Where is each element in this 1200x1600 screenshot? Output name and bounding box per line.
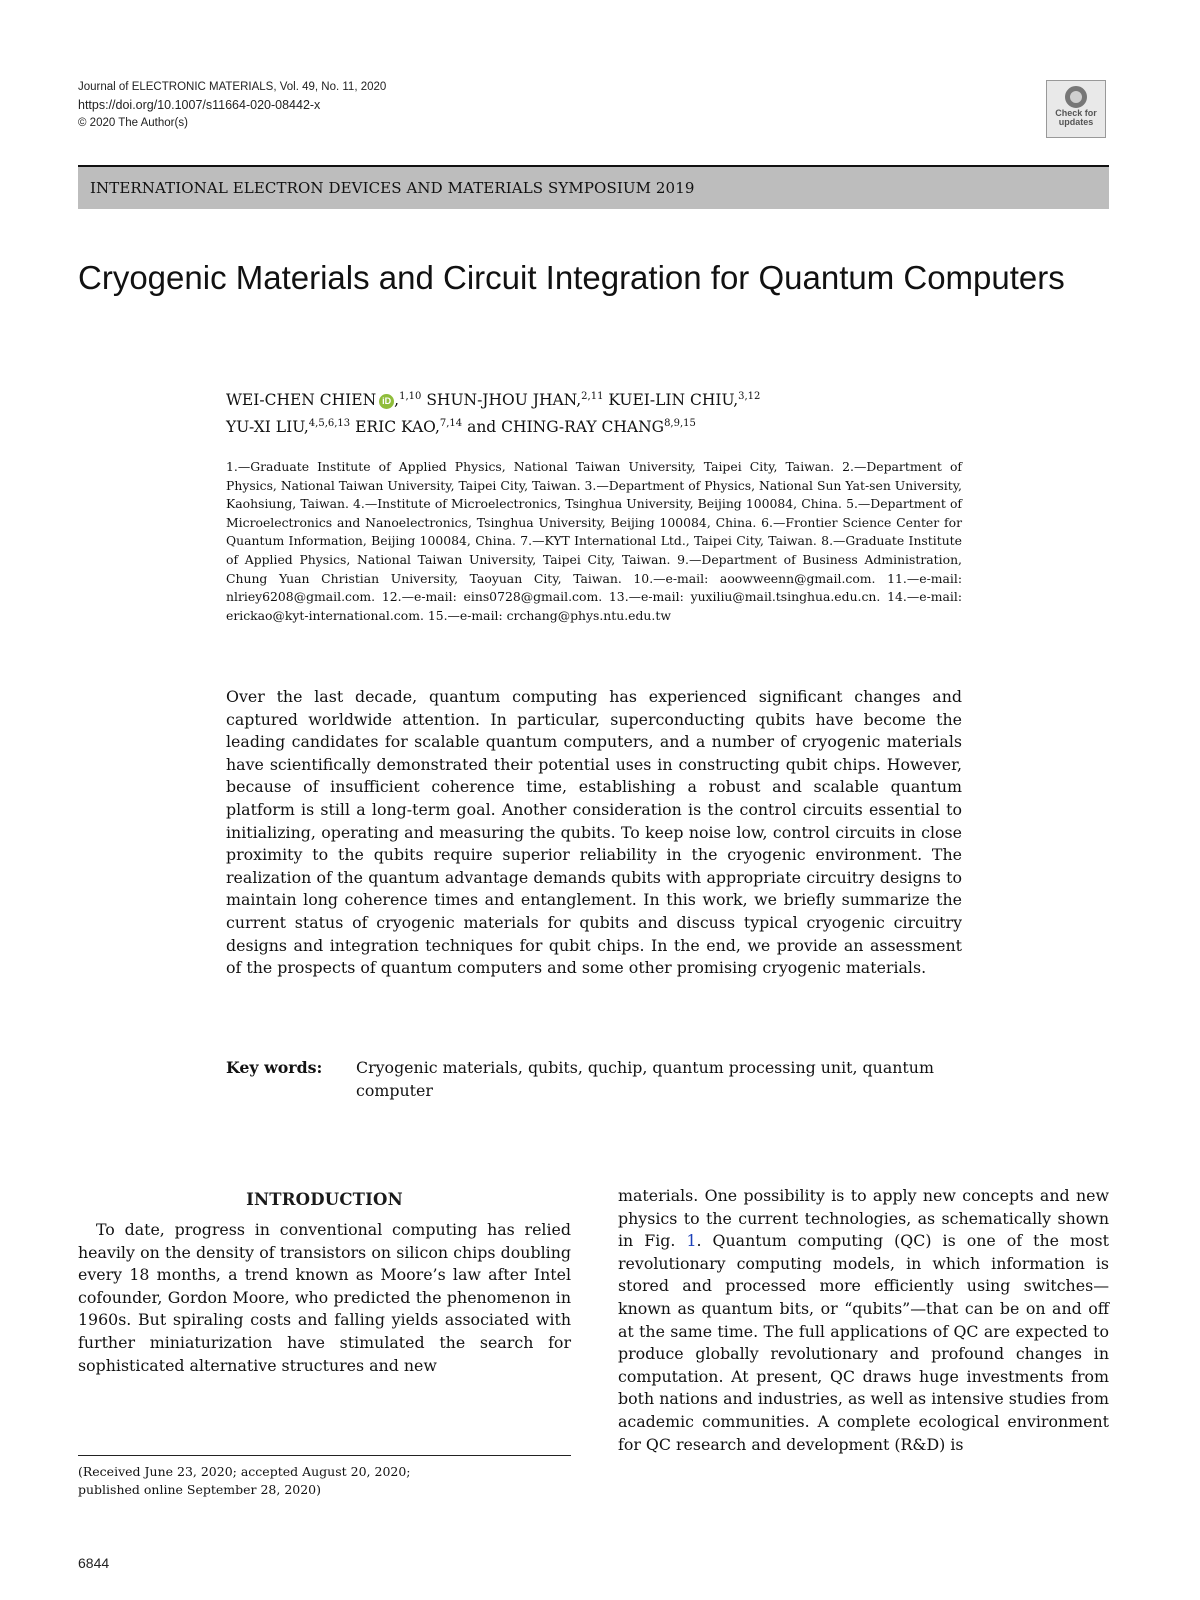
right-column	[618, 1185, 1109, 1456]
journal-header	[78, 78, 386, 132]
abstract: Over the last decade, quantum computing has experienced significant changes and captured worldwide attention. In particular, superconducting qubits have become the leading candidates for scalable quantum computers, and a number of cryogenic materials have scientifically demonstrated their potential uses in constructing qubit chips. However, because of insufficient coherence time, establishing a robust and scalable quantum platform is still a long-term goal. Another consideration is the control circuits essential to initializing, operating and measuring the qubits. To keep noise low, control circuits in close proximity to the qubits require superior reliability in the cryogenic environment. The realization of the quantum advantage demands qubits with appropriate circuitry designs to maintain long coherence times and entanglement. In this work, we briefly summarize the current status of cryogenic materials for qubits and discuss typical cryogenic circuitry designs and integration techniques for qubit chips. In the end, we provide an assessment of the prospects of quantum computers and some other promising cryogenic materials.	[226, 687, 962, 978]
author-affiliation-ref: 8,9,15	[664, 418, 696, 430]
author-name: KUEI-LIN CHIU	[608, 391, 734, 410]
author-affiliation-ref: 3,12	[738, 391, 761, 402]
authors-conjunction: and	[467, 418, 497, 437]
author-name: YU-XI LIU	[226, 418, 304, 437]
author-affiliation-ref: 7,14	[439, 418, 463, 430]
footnote-line: published online September 28, 2020)	[78, 1482, 322, 1497]
author-name: SHUN-JHOU JHAN	[426, 391, 577, 410]
author-name: CHING-RAY CHANG	[501, 418, 665, 437]
introduction-heading: INTRODUCTION	[246, 1190, 403, 1209]
symposium-banner: INTERNATIONAL ELECTRON DEVICES AND MATERIALS SYMPOSIUM 2019	[78, 167, 1109, 209]
left-column	[78, 1190, 571, 1377]
check-updates-label: Check for updates	[1055, 108, 1097, 127]
orcid-icon[interactable]: iD	[379, 394, 394, 409]
intro-paragraph-left: To date, progress in conventional computing has relied heavily on the density of transistors on silicon chips doubling every 18 months, a trend known as Moore’s law after Intel cofounder, Gordon Moore, who predicted the phenomenon in 1960s. But spiraling costs and falling yields associated with further miniaturization have stimulated the search for sophisticated alternative structures and new	[78, 1220, 571, 1375]
author-affiliation-ref: 2,11	[581, 391, 604, 402]
check-updates-icon	[1065, 86, 1087, 108]
author-list: WEI-CHEN CHIEN iD ,$^{1,10}$ SHUN-JHOU JHAN,$^{2,11}$ KUEI-LIN CHIU,$^{3,12}$ YU-XI LIU,$^{4,5,6,13}$ ERIC KAO,$^{7,14}$ and CHING-RAY CHANG$^{8,9,15}$	[226, 391, 761, 437]
copyright-notice: © 2020 The Author(s)	[78, 117, 188, 129]
author-name: ERIC KAO	[355, 418, 435, 437]
intro-text-before-ref: materials. One possibility is to apply new concepts and new physics to the current technologies, as schematically shown in Fig.	[618, 1186, 1109, 1251]
author-affiliation-ref: 4,5,6,13	[308, 418, 351, 430]
article-title: Cryogenic Materials and Circuit Integration for Quantum Computers	[78, 259, 1065, 296]
author-affiliation-ref: 1,10	[399, 391, 422, 402]
keywords-text: Cryogenic materials, qubits, quchip, quantum processing unit, quantum computer	[356, 1058, 934, 1100]
footnote-rule	[78, 1455, 571, 1456]
keywords-block	[226, 1057, 962, 1102]
keywords-label: Key words:	[226, 1058, 323, 1077]
intro-text-after-ref: . Quantum computing (QC) is one of the most revolutionary computing models, in which information is stored and processed more efficiently using switches—known as quantum bits, or “qubits”—that can be on and off at the same time. The full applications of QC are expected to produce globally revolutionary and profound changes in computation. At present, QC draws huge investments from both nations and industries, as well as intensive studies from academic communities. A complete ecological environment for QC research and development (R&D) is	[618, 1231, 1109, 1454]
affiliations-block: 1.—Graduate Institute of Applied Physics, National Taiwan University, Taipei City, Taiwan. 2.—Department of Physics, National Taiwan University, Taipei City, Taiwan. 3.—Department of Physics, National Sun Yat-sen University, Kaohsiung, Taiwan. 4.—Institute of Microelectronics, Tsinghua University, Beijing 100084, China. 5.—Department of Microelectronics and Nanoelectronics, Tsinghua University, Beijing 100084, China. 6.—Frontier Science Center for Quantum Information, Beijing 100084, China. 7.—KYT International Ltd., Taipei City, Taiwan. 8.—Graduate Institute of Applied Physics, National Taiwan University, Taipei City, Taiwan. 9.—Department of Business Administration, Chung Yuan Christian University, Taoyuan City, Taiwan. 10.—e-mail: aoowweenn@gmail.com. 11.—e-mail: nlriey6208@gmail.com. 12.—e-mail: eins0728@gmail.com. 13.—e-mail: yuxiliu@mail.tsinghua.edu.cn. 14.—e-mail: erickao@kyt-international.com. 15.—e-mail: crchang@phys.ntu.edu.tw	[226, 459, 962, 623]
received-footnote	[78, 1463, 571, 1499]
footnote-line: (Received June 23, 2020; accepted August 20, 2020;	[78, 1464, 411, 1479]
journal-citation: Journal of ELECTRONIC MATERIALS, Vol. 49, No. 11, 2020	[78, 81, 387, 93]
figure-1-link[interactable]: 1	[686, 1231, 697, 1251]
intro-paragraph-right	[618, 1185, 1109, 1456]
page-number: 6844	[78, 1555, 110, 1571]
check-for-updates-badge[interactable]	[1046, 80, 1106, 138]
author-name: WEI-CHEN CHIEN	[226, 391, 377, 410]
doi-link[interactable]: https://doi.org/10.1007/s11664-020-08442-x	[78, 98, 321, 112]
